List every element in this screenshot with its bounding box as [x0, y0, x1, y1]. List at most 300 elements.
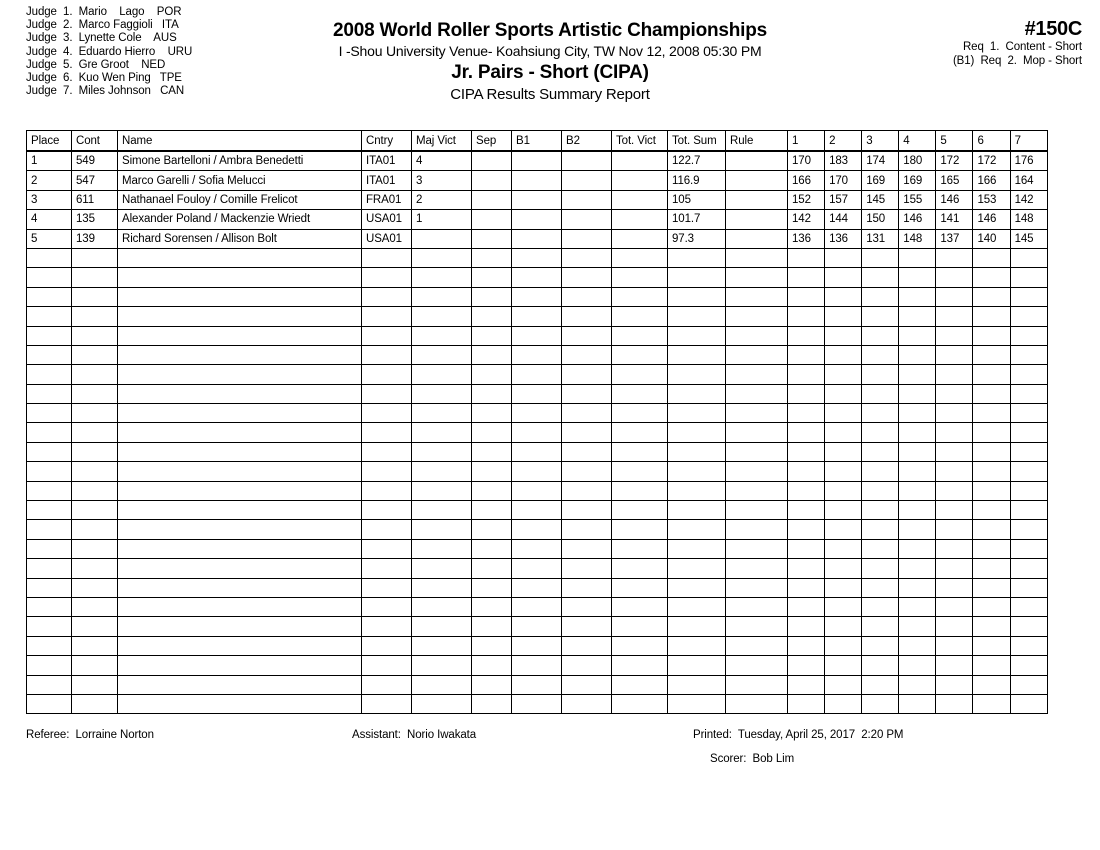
cell-empty [612, 268, 668, 287]
cell-empty [512, 404, 562, 423]
cell-empty [726, 501, 788, 520]
cell-empty [118, 481, 362, 500]
cell-empty [118, 345, 362, 364]
cell-empty [899, 384, 936, 403]
cell-empty [788, 248, 825, 267]
cell-empty [472, 559, 512, 578]
cell-maj-vict: 4 [412, 151, 472, 171]
cell-empty [512, 462, 562, 481]
cell-empty [512, 539, 562, 558]
cell-empty [668, 656, 726, 675]
cell-empty [27, 365, 72, 384]
table-row-empty [27, 656, 1048, 675]
cell-empty [612, 462, 668, 481]
cell-empty [825, 559, 862, 578]
cell-empty [512, 501, 562, 520]
cell-judge-4: 155 [899, 190, 936, 209]
cell-empty [936, 404, 973, 423]
cell-empty [612, 423, 668, 442]
cell-empty [1010, 501, 1047, 520]
cell-empty [899, 404, 936, 423]
cell-empty [72, 326, 118, 345]
cell-place: 5 [27, 229, 72, 248]
cell-empty [512, 481, 562, 500]
cell-empty [788, 326, 825, 345]
cell-empty [973, 539, 1010, 558]
cell-empty [936, 481, 973, 500]
cell-empty [936, 636, 973, 655]
cell-empty [472, 694, 512, 713]
cell-b2 [562, 171, 612, 190]
event-code: #150C [1024, 18, 1082, 40]
cell-empty [899, 326, 936, 345]
cell-empty [27, 520, 72, 539]
cell-empty [899, 501, 936, 520]
cell-empty [362, 520, 412, 539]
cell-empty [412, 345, 472, 364]
cell-empty [668, 675, 726, 694]
report-subtitle: CIPA Results Summary Report [450, 86, 650, 103]
cell-empty [726, 481, 788, 500]
cell-empty [726, 656, 788, 675]
cell-empty [612, 481, 668, 500]
cell-empty [788, 384, 825, 403]
cell-empty [788, 462, 825, 481]
cell-sep [472, 171, 512, 190]
cell-empty [412, 287, 472, 306]
cell-empty [612, 656, 668, 675]
cell-judge-4: 169 [899, 171, 936, 190]
cell-empty [936, 501, 973, 520]
cell-empty [72, 539, 118, 558]
cell-empty [788, 617, 825, 636]
cell-empty [1010, 694, 1047, 713]
cell-maj-vict [412, 229, 472, 248]
cell-name: Nathanael Fouloy / Comille Frelicot [118, 190, 362, 209]
cell-empty [72, 462, 118, 481]
cell-empty [862, 520, 899, 539]
cell-empty [899, 423, 936, 442]
cell-empty [825, 287, 862, 306]
cell-tot-sum: 101.7 [668, 210, 726, 229]
cell-empty [726, 539, 788, 558]
cell-empty [936, 675, 973, 694]
cell-empty [612, 404, 668, 423]
cell-b2 [562, 210, 612, 229]
cell-empty [1010, 423, 1047, 442]
column-header-5: 5 [936, 131, 973, 152]
cell-empty [27, 442, 72, 461]
cell-empty [862, 326, 899, 345]
judge-line: Judge 2. Marco Faggioli ITA [26, 19, 179, 32]
cell-empty [1010, 481, 1047, 500]
cell-empty [118, 442, 362, 461]
cell-empty [936, 597, 973, 616]
cell-tot-sum: 116.9 [668, 171, 726, 190]
cell-empty [512, 636, 562, 655]
cell-empty [1010, 578, 1047, 597]
cell-judge-4: 148 [899, 229, 936, 248]
cell-empty [118, 656, 362, 675]
cell-empty [788, 481, 825, 500]
cell-empty [668, 578, 726, 597]
column-header-rule: Rule [726, 131, 788, 152]
cell-empty [788, 345, 825, 364]
cell-cont: 135 [72, 210, 118, 229]
cell-empty [788, 307, 825, 326]
cell-empty [512, 597, 562, 616]
cell-empty [72, 520, 118, 539]
cell-judge-7: 145 [1010, 229, 1047, 248]
cell-empty [825, 423, 862, 442]
cell-empty [973, 287, 1010, 306]
cell-empty [862, 365, 899, 384]
cell-empty [412, 248, 472, 267]
cell-empty [72, 287, 118, 306]
cell-empty [512, 656, 562, 675]
cell-maj-vict: 1 [412, 210, 472, 229]
cell-empty [362, 559, 412, 578]
table-row-empty [27, 365, 1048, 384]
cell-empty [1010, 617, 1047, 636]
cell-empty [472, 442, 512, 461]
cell-empty [72, 501, 118, 520]
cell-judge-4: 146 [899, 210, 936, 229]
table-row-empty [27, 268, 1048, 287]
cell-empty [825, 268, 862, 287]
cell-empty [862, 423, 899, 442]
cell-empty [412, 617, 472, 636]
cell-empty [412, 578, 472, 597]
cell-empty [936, 520, 973, 539]
cell-empty [726, 287, 788, 306]
cell-empty [862, 481, 899, 500]
cell-empty [27, 501, 72, 520]
cell-empty [726, 675, 788, 694]
cell-empty [936, 442, 973, 461]
cell-empty [726, 694, 788, 713]
cell-empty [118, 636, 362, 655]
cell-empty [668, 694, 726, 713]
cell-empty [118, 248, 362, 267]
cell-empty [973, 578, 1010, 597]
judge-line: Judge 3. Lynette Cole AUS [26, 32, 177, 45]
cell-empty [412, 675, 472, 694]
table-row [27, 210, 1048, 229]
table-row-empty [27, 578, 1048, 597]
cell-empty [899, 675, 936, 694]
cell-empty [562, 675, 612, 694]
cell-empty [668, 345, 726, 364]
cell-empty [72, 268, 118, 287]
cell-empty [472, 636, 512, 655]
cell-empty [862, 597, 899, 616]
cell-empty [118, 539, 362, 558]
cell-judge-6: 153 [973, 190, 1010, 209]
cell-empty [899, 345, 936, 364]
cell-b1 [512, 151, 562, 171]
cell-empty [612, 287, 668, 306]
cell-empty [472, 675, 512, 694]
cell-empty [72, 384, 118, 403]
cell-empty [973, 248, 1010, 267]
cell-empty [362, 597, 412, 616]
cell-empty [936, 656, 973, 675]
cell-empty [362, 404, 412, 423]
column-header-2: 2 [825, 131, 862, 152]
cell-judge-3: 174 [862, 151, 899, 171]
cell-empty [562, 617, 612, 636]
cell-empty [362, 248, 412, 267]
cell-empty [788, 404, 825, 423]
cell-empty [27, 656, 72, 675]
cell-empty [612, 597, 668, 616]
cell-empty [825, 326, 862, 345]
cell-empty [612, 675, 668, 694]
cell-empty [1010, 345, 1047, 364]
cell-empty [472, 597, 512, 616]
event-code-panel [953, 18, 1082, 68]
report-header [250, 20, 850, 105]
table-row-empty [27, 423, 1048, 442]
cell-empty [825, 694, 862, 713]
cell-empty [825, 384, 862, 403]
cell-empty [27, 326, 72, 345]
cell-judge-2: 144 [825, 210, 862, 229]
cell-empty [825, 442, 862, 461]
cell-empty [825, 501, 862, 520]
cell-tot-vict [612, 190, 668, 209]
cell-empty [27, 345, 72, 364]
cell-empty [472, 404, 512, 423]
cell-empty [562, 404, 612, 423]
cell-empty [362, 578, 412, 597]
cell-empty [612, 345, 668, 364]
cell-empty [562, 694, 612, 713]
cell-maj-vict: 3 [412, 171, 472, 190]
cell-empty [612, 578, 668, 597]
cell-empty [118, 501, 362, 520]
cell-empty [362, 442, 412, 461]
table-row [27, 151, 1048, 171]
cell-empty [936, 287, 973, 306]
cell-empty [788, 559, 825, 578]
cell-empty [118, 365, 362, 384]
cell-cntry: ITA01 [362, 151, 412, 171]
cell-empty [612, 248, 668, 267]
cell-empty [72, 365, 118, 384]
cell-empty [899, 248, 936, 267]
judge-line: Judge 7. Miles Johnson CAN [26, 85, 185, 98]
cell-empty [612, 442, 668, 461]
cell-empty [936, 694, 973, 713]
scorer-label: Scorer: Bob Lim [710, 753, 795, 765]
cell-empty [362, 384, 412, 403]
cell-empty [899, 597, 936, 616]
cell-empty [562, 597, 612, 616]
cell-empty [72, 578, 118, 597]
cell-empty [118, 268, 362, 287]
cell-empty [512, 384, 562, 403]
cell-empty [118, 597, 362, 616]
cell-empty [973, 597, 1010, 616]
cell-empty [668, 326, 726, 345]
cell-place: 3 [27, 190, 72, 209]
cell-empty [788, 539, 825, 558]
cell-empty [562, 365, 612, 384]
cell-judge-5: 137 [936, 229, 973, 248]
cell-cntry: USA01 [362, 229, 412, 248]
column-header-tot-vict: Tot. Vict [612, 131, 668, 152]
cell-empty [562, 287, 612, 306]
table-row-empty [27, 597, 1048, 616]
cell-b1 [512, 171, 562, 190]
cell-empty [1010, 636, 1047, 655]
cell-empty [412, 384, 472, 403]
cell-empty [726, 442, 788, 461]
cell-empty [562, 636, 612, 655]
cell-empty [899, 462, 936, 481]
cell-empty [1010, 656, 1047, 675]
cell-empty [27, 268, 72, 287]
cell-empty [512, 617, 562, 636]
cell-empty [512, 248, 562, 267]
cell-empty [412, 694, 472, 713]
cell-empty [726, 326, 788, 345]
cell-empty [472, 501, 512, 520]
cell-empty [472, 384, 512, 403]
cell-empty [362, 268, 412, 287]
cell-name: Alexander Poland / Mackenzie Wriedt [118, 210, 362, 229]
cell-name: Simone Bartelloni / Ambra Benedetti [118, 151, 362, 171]
cell-empty [27, 636, 72, 655]
cell-empty [1010, 384, 1047, 403]
cell-empty [936, 365, 973, 384]
cell-empty [512, 365, 562, 384]
cell-empty [825, 307, 862, 326]
cell-tot-sum: 122.7 [668, 151, 726, 171]
cell-empty [1010, 268, 1047, 287]
cell-empty [472, 326, 512, 345]
cell-empty [512, 520, 562, 539]
cell-empty [668, 307, 726, 326]
judge-line: Judge 6. Kuo Wen Ping TPE [26, 72, 182, 85]
cell-empty [825, 462, 862, 481]
cell-empty [936, 578, 973, 597]
cell-rule [726, 210, 788, 229]
cell-empty [788, 520, 825, 539]
cell-empty [668, 404, 726, 423]
column-header-maj-vict: Maj Vict [412, 131, 472, 152]
table-row-empty [27, 694, 1048, 713]
cell-empty [1010, 520, 1047, 539]
cell-empty [612, 501, 668, 520]
table-row-empty [27, 384, 1048, 403]
cell-empty [668, 636, 726, 655]
cell-empty [562, 656, 612, 675]
cell-empty [512, 307, 562, 326]
cell-empty [562, 481, 612, 500]
cell-cont: 611 [72, 190, 118, 209]
column-header-b1: B1 [512, 131, 562, 152]
table-row-empty [27, 617, 1048, 636]
cell-empty [562, 539, 612, 558]
cell-empty [118, 675, 362, 694]
cell-empty [72, 423, 118, 442]
cell-empty [936, 423, 973, 442]
cell-empty [27, 597, 72, 616]
table-header [27, 131, 1048, 152]
cell-empty [72, 442, 118, 461]
cell-cont: 549 [72, 151, 118, 171]
cell-empty [973, 656, 1010, 675]
cell-empty [118, 307, 362, 326]
cell-maj-vict: 2 [412, 190, 472, 209]
cell-empty [362, 636, 412, 655]
cell-empty [412, 501, 472, 520]
cell-empty [788, 268, 825, 287]
cell-empty [512, 694, 562, 713]
cell-empty [936, 539, 973, 558]
cell-empty [362, 656, 412, 675]
cell-empty [1010, 326, 1047, 345]
cell-empty [72, 636, 118, 655]
cell-empty [562, 326, 612, 345]
cell-empty [562, 442, 612, 461]
cell-empty [412, 539, 472, 558]
cell-empty [668, 384, 726, 403]
cell-empty [412, 423, 472, 442]
column-header-place: Place [27, 131, 72, 152]
cell-judge-5: 146 [936, 190, 973, 209]
cell-empty [72, 404, 118, 423]
cell-empty [788, 578, 825, 597]
cell-judge-6: 172 [973, 151, 1010, 171]
cell-empty [27, 248, 72, 267]
cell-empty [1010, 287, 1047, 306]
cell-empty [899, 268, 936, 287]
cell-empty [862, 617, 899, 636]
column-header-sep: Sep [472, 131, 512, 152]
cell-empty [936, 617, 973, 636]
cell-empty [862, 462, 899, 481]
cell-empty [412, 442, 472, 461]
cell-empty [862, 539, 899, 558]
cell-empty [862, 578, 899, 597]
cell-judge-1: 142 [788, 210, 825, 229]
cell-empty [973, 617, 1010, 636]
cell-empty [973, 384, 1010, 403]
cell-empty [72, 307, 118, 326]
cell-empty [726, 384, 788, 403]
cell-cntry: FRA01 [362, 190, 412, 209]
cell-empty [726, 462, 788, 481]
cell-empty [612, 539, 668, 558]
cell-tot-sum: 105 [668, 190, 726, 209]
column-header-4: 4 [899, 131, 936, 152]
cell-empty [788, 694, 825, 713]
cell-empty [27, 423, 72, 442]
column-header-b2: B2 [562, 131, 612, 152]
cell-empty [973, 636, 1010, 655]
cell-empty [973, 694, 1010, 713]
cell-judge-3: 131 [862, 229, 899, 248]
table-body [27, 151, 1048, 714]
cell-judge-2: 183 [825, 151, 862, 171]
cell-empty [825, 539, 862, 558]
cell-sep [472, 229, 512, 248]
cell-empty [412, 597, 472, 616]
